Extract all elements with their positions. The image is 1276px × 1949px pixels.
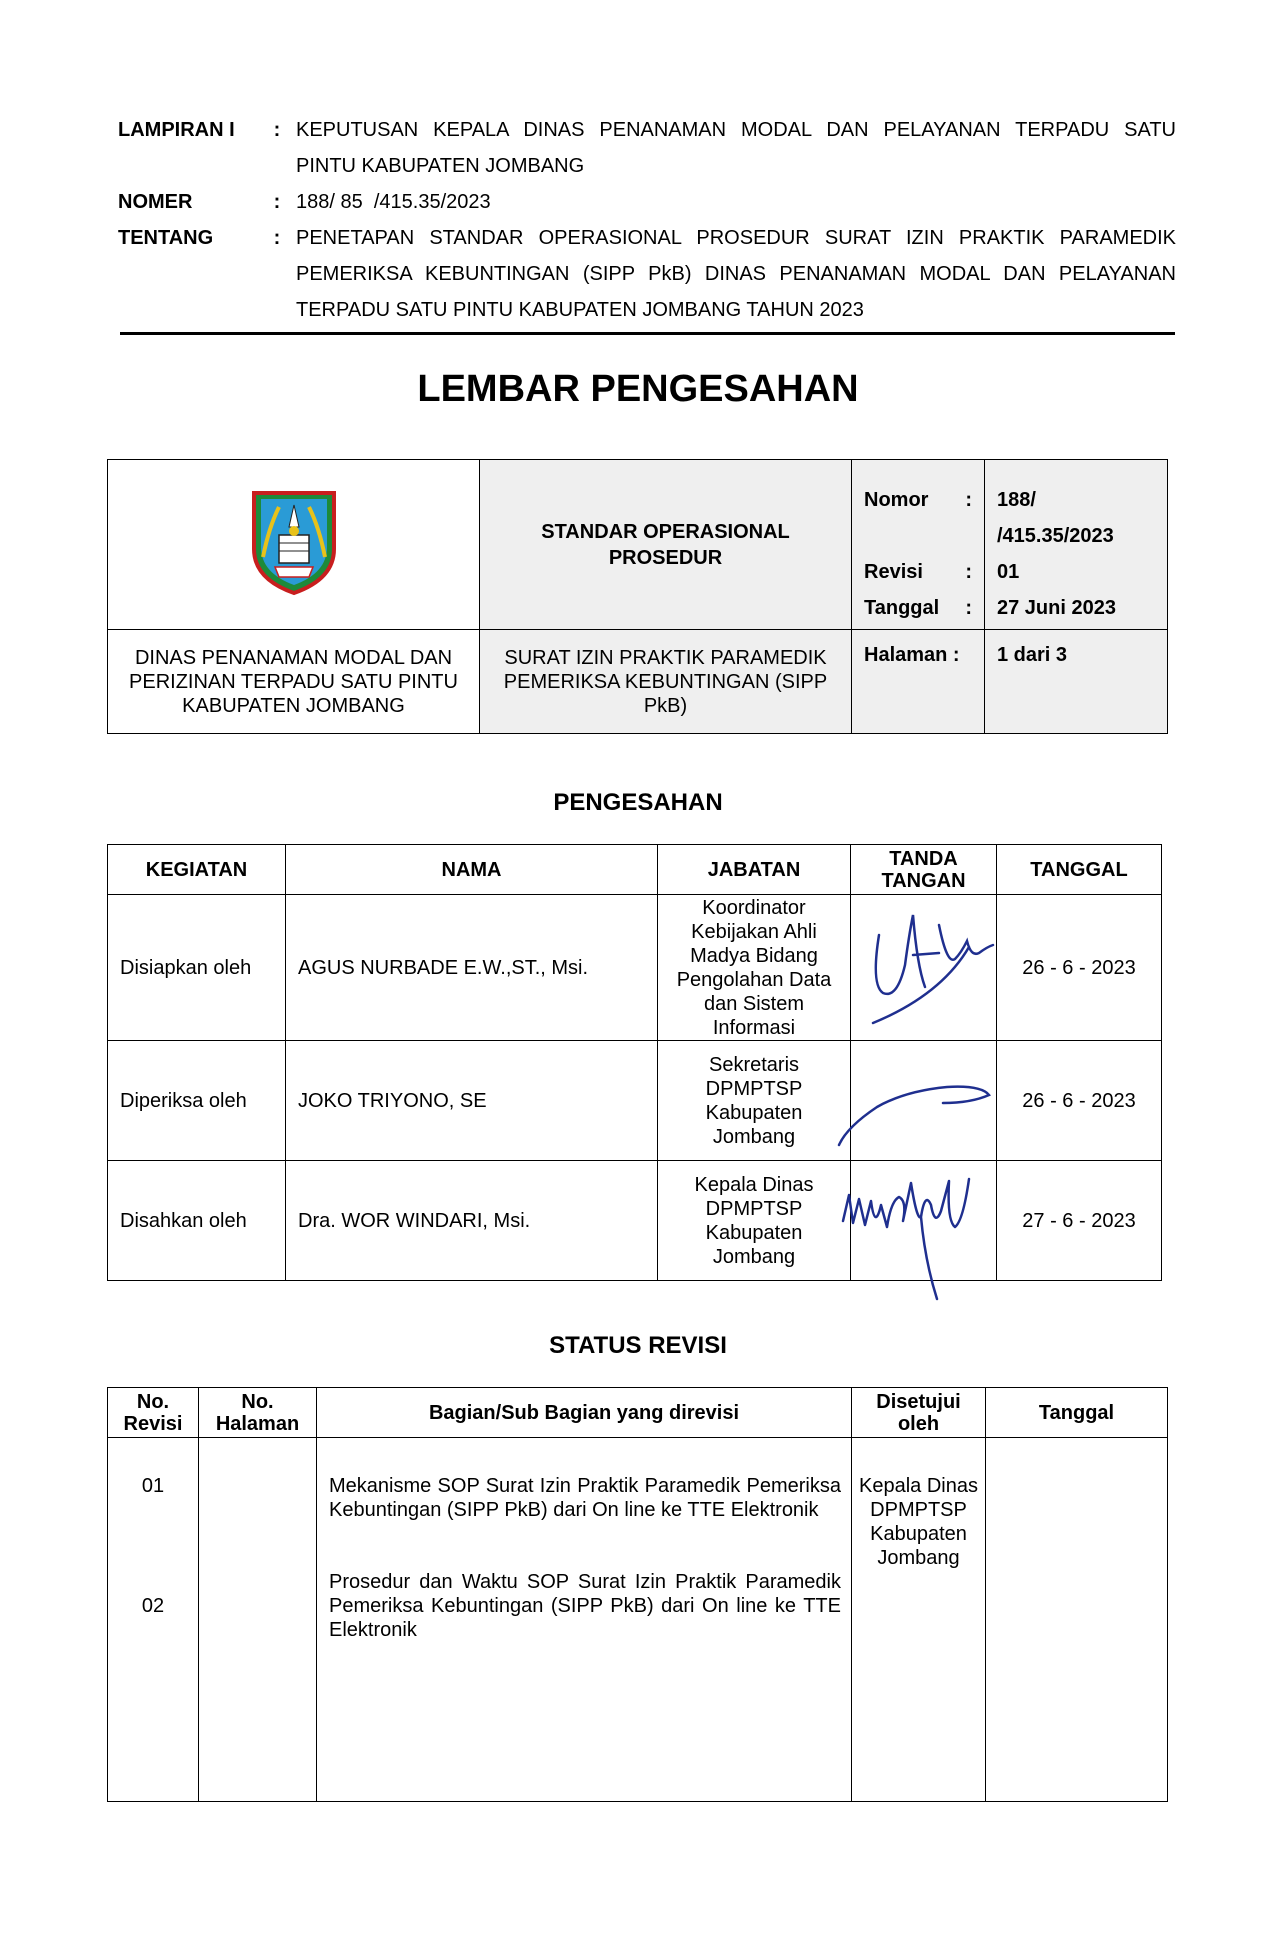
header-disetujui xyxy=(852,1388,986,1438)
tanggal-cell: 27 - 6 - 2023 xyxy=(997,1161,1162,1281)
tentang-row xyxy=(118,220,1176,328)
kegiatan-cell: Diperiksa oleh xyxy=(108,1041,286,1161)
colon: : xyxy=(273,191,281,213)
nomor-value: /415.35/2023 xyxy=(997,525,1114,547)
status-revisi-header-row xyxy=(108,1388,1168,1438)
lampiran-header xyxy=(118,112,1176,328)
sop-header-table xyxy=(107,459,1168,734)
lampiran-row xyxy=(118,112,1176,184)
header-jabatan: JABATAN xyxy=(658,845,851,895)
signature-icon xyxy=(851,1041,1001,1161)
header-line: Revisi xyxy=(123,1412,183,1435)
nama-cell: Dra. WOR WINDARI, Msi. xyxy=(286,1161,658,1281)
lampiran-value-line: KEPUTUSAN KEPALA DINAS PENANAMAN MODAL DAN PELAYANAN TERPADU SATU xyxy=(296,119,1176,141)
header-nama: NAMA xyxy=(286,845,658,895)
tanggal-cell xyxy=(986,1438,1168,1802)
no-halaman-cell xyxy=(199,1438,317,1802)
jabatan-cell: Koordinator Kebijakan Ahli Madya Bidang Pengolahan Data dan Sistem Informasi xyxy=(658,895,851,1041)
lampiran-label: LAMPIRAN I xyxy=(118,119,235,141)
nomer-label: NOMER xyxy=(118,191,193,213)
header-divider xyxy=(120,332,1175,335)
header-no-revisi xyxy=(108,1388,199,1438)
header-tanggal: Tanggal xyxy=(986,1388,1168,1438)
dinas-name: DINAS PENANAMAN MODAL DAN PERIZINAN TERPADU SATU PINTU KABUPATEN JOMBANG xyxy=(108,630,480,734)
revisi-value: 01 xyxy=(997,561,1020,583)
tentang-label: TENTANG xyxy=(118,227,214,249)
sop-title-line: STANDAR OPERASIONAL xyxy=(541,520,790,543)
pengesahan-table xyxy=(107,844,1162,1281)
nomer-value: 188/ 85 /415.35/2023 xyxy=(296,191,491,213)
header-line: No. xyxy=(136,1390,170,1413)
bagian-text: Mekanisme SOP Surat Izin Praktik Paramedik Pemeriksa Kebuntingan (SIPP PkB) dari On line ke TTE Elektronik xyxy=(329,1475,841,1521)
nomor-label: Nomor xyxy=(864,489,929,511)
header-kegiatan: KEGIATAN xyxy=(108,845,286,895)
no-revisi-value: 01 xyxy=(141,1475,165,1497)
tanggal-label-row xyxy=(864,590,972,626)
sop-title-cell xyxy=(480,460,852,630)
kegiatan-cell: Disahkan oleh xyxy=(108,1161,286,1281)
kabupaten-jombang-crest-icon xyxy=(249,487,339,597)
header-line: oleh xyxy=(897,1412,940,1435)
signature-icon xyxy=(851,895,1001,1035)
tanggal-cell: 26 - 6 - 2023 xyxy=(997,895,1162,1041)
sop-meta-values xyxy=(985,460,1168,630)
no-revisi-value: 02 xyxy=(141,1595,165,1617)
nomer-row xyxy=(118,184,1176,220)
header-tanda-tangan-line: TANDA xyxy=(889,847,958,870)
colon: : xyxy=(965,489,972,511)
tanggal-value: 27 Juni 2023 xyxy=(997,597,1116,619)
surat-name: SURAT IZIN PRAKTIK PARAMEDIK PEMERIKSA KEBUNTINGAN (SIPP PkB) xyxy=(480,630,852,734)
sop-title-line: PROSEDUR xyxy=(608,546,723,569)
colon: : xyxy=(273,227,281,249)
status-revisi-table xyxy=(107,1387,1168,1802)
revisi-label: Revisi xyxy=(864,561,923,583)
page-title: LEMBAR PENGESAHAN xyxy=(417,368,859,410)
colon: : xyxy=(273,119,281,141)
header-line: No. xyxy=(241,1390,274,1413)
jabatan-cell: Sekretaris DPMPTSP Kabupaten Jombang xyxy=(658,1041,851,1161)
colon: : xyxy=(965,561,972,583)
no-revisi-cell xyxy=(108,1438,199,1802)
table-row xyxy=(108,1438,1168,1802)
nomor-value: 188/ xyxy=(997,489,1036,511)
sop-meta-labels xyxy=(852,460,985,630)
status-revisi-title: STATUS REVISI xyxy=(549,1332,727,1359)
halaman-label: Halaman : xyxy=(852,630,985,734)
header-tanggal: TANGGAL xyxy=(997,845,1162,895)
header-bagian: Bagian/Sub Bagian yang direvisi xyxy=(317,1388,852,1438)
kegiatan-cell: Disiapkan oleh xyxy=(108,895,286,1041)
signature-cell xyxy=(851,895,997,1041)
table-row xyxy=(108,1161,1162,1281)
tentang-value-line: PEMERIKSA KEBUNTINGAN (SIPP PkB) DINAS PENANAMAN MODAL DAN PELAYANAN xyxy=(296,263,1176,285)
bagian-cell xyxy=(317,1438,852,1802)
tentang-value-line: PENETAPAN STANDAR OPERASIONAL PROSEDUR SURAT IZIN PRAKTIK PARAMEDIK xyxy=(296,227,1176,249)
lampiran-value-line: PINTU KABUPATEN JOMBANG xyxy=(296,155,585,177)
signature-cell xyxy=(851,1041,997,1161)
spacer xyxy=(864,518,972,554)
header-no-halaman xyxy=(199,1388,317,1438)
tentang-value-line: TERPADU SATU PINTU KABUPATEN JOMBANG TAHUN 2023 xyxy=(296,299,864,321)
nama-cell: JOKO TRIYONO, SE xyxy=(286,1041,658,1161)
nomor-label-row xyxy=(864,482,972,518)
jabatan-cell: Kepala Dinas DPMPTSP Kabupaten Jombang xyxy=(658,1161,851,1281)
colon: : xyxy=(965,597,972,619)
signature-icon xyxy=(851,1161,1001,1311)
nama-cell: AGUS NURBADE E.W.,ST., Msi. xyxy=(286,895,658,1041)
halaman-value: 1 dari 3 xyxy=(985,630,1168,734)
header-tanda-tangan-line: TANGAN xyxy=(881,869,966,892)
table-row xyxy=(108,1041,1162,1161)
bagian-text: Prosedur dan Waktu SOP Surat Izin Praktik Paramedik Pemeriksa Kebuntingan (SIPP PkB) dari On line ke TTE Elektronik xyxy=(329,1571,841,1641)
header-line: Halaman xyxy=(215,1412,300,1435)
logo-cell xyxy=(108,460,480,630)
revisi-label-row xyxy=(864,554,972,590)
lampiran-value xyxy=(296,112,1176,184)
pengesahan-header-row xyxy=(108,845,1162,895)
tentang-value xyxy=(296,220,1176,328)
tanggal-cell: 26 - 6 - 2023 xyxy=(997,1041,1162,1161)
spacer xyxy=(108,1498,198,1594)
tanggal-label: Tanggal xyxy=(864,597,940,619)
header-tanda-tangan xyxy=(851,845,997,895)
signature-cell xyxy=(851,1161,997,1281)
header-line: Disetujui xyxy=(876,1390,961,1413)
table-row xyxy=(108,895,1162,1041)
disetujui-cell: Kepala Dinas DPMPTSP Kabupaten Jombang xyxy=(852,1438,986,1802)
pengesahan-title: PENGESAHAN xyxy=(553,789,723,816)
